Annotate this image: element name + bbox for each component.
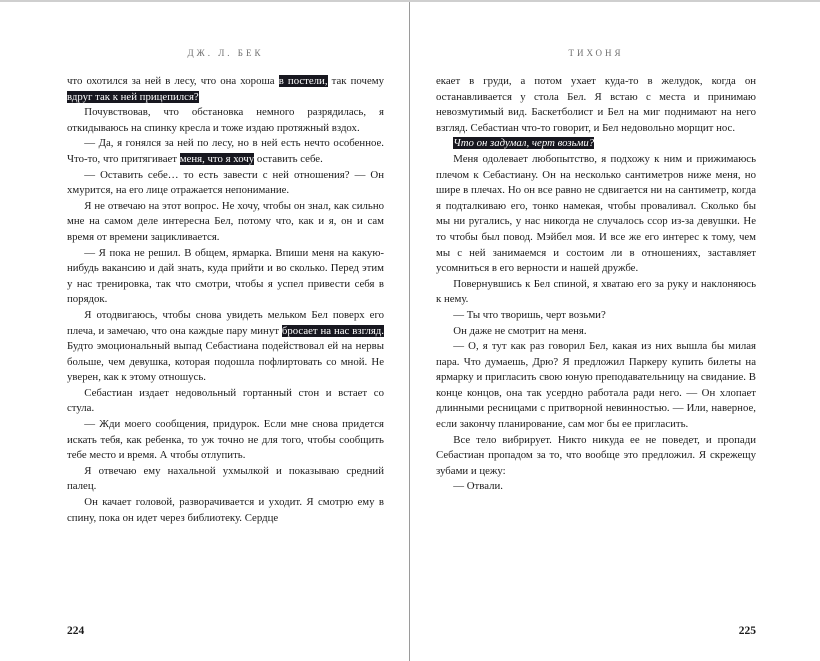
body-text: что охотился за ней в лесу, что она хороша <box>67 75 279 87</box>
left-page <box>0 2 410 659</box>
highlighted-text: меня, что я хочу <box>179 152 255 165</box>
running-header-title: ТИХОНЯ <box>568 48 624 58</box>
paragraph <box>436 277 756 308</box>
paragraph <box>67 246 384 308</box>
body-text: — Жди моего сообщения, придурок. Если мне снова придется искать тебя, как ребенка, то уж точно не для того, чтобы сообщить тебе место и время. А чтобы отлупить. <box>67 418 384 462</box>
body-text: Я не отвечаю на этот вопрос. Не хочу, чтобы он знал, как сильно мне на самом деле интересна Бел, потому что, как и я, он и сам время от времени зацикливается. <box>67 199 384 243</box>
page-number-right: 225 <box>738 625 756 637</box>
paragraph <box>67 168 384 199</box>
right-page <box>410 2 820 659</box>
paragraph <box>436 433 756 480</box>
page-body-left <box>67 74 384 622</box>
highlighted-text: вдруг так к ней прицепился? <box>67 90 199 103</box>
body-text: екает в груди, а потом ухает куда-то в желудок, когда он останавливается у стола Бел. Я встаю с места и принимаю невозмутимый вид. Баскетболист и Бел на миг поднимают на него взгляд. Себастиан что-то говорит, и Бел недовольно морщит нос. <box>436 75 756 134</box>
body-text: — Я пока не решил. В общем, ярмарка. Впиши меня на какую-нибудь вакансию и дай знать, куда прийти и во сколько. Перед этим у нас тренировка, так что смотри, чтобы я успел привести себя в порядок. <box>67 246 384 306</box>
body-text: — Отвали. <box>453 480 503 493</box>
body-text: Повернувшись к Бел спиной, я хватаю его за руку и наклоняюсь к нему. <box>436 277 756 306</box>
paragraph <box>436 136 756 152</box>
body-text: Он даже не смотрит на меня. <box>453 324 587 337</box>
paragraph <box>67 308 384 386</box>
body-text: Меня одолевает любопытство, я подхожу к ним и прижимаюсь плечом к Себастиану. Он на несколько сантиметров ниже меня, но шире в плечах. Но он все равно не сдвигается ни на сантиметр, когда я подталкиваю его, тонко намекая, чтобы проваливал. Сколько бы мы ни ругались, у нас никогда не случалось ссор из-за девушки. Не то чтобы был повод. Мэйбел моя. И все же его интерес к тому, чем мы с ней занимаемся и состоим ли в отношениях, заставляет усомниться в его верности и нашей дружбе. <box>436 152 756 275</box>
body-text: так почему <box>327 75 384 87</box>
body-text: оставить себе. <box>254 152 323 165</box>
body-text: Все тело вибрирует. Никто никуда ее не поведет, и пропади Себастиан пропадом за то, что вообще это предложил. Я скрежещу зубами и цежу: <box>436 433 756 477</box>
paragraph <box>436 479 756 495</box>
paragraph <box>67 417 384 464</box>
page-number-left: 224 <box>67 625 85 637</box>
page-body-right <box>436 74 756 622</box>
paragraph <box>67 464 384 495</box>
paragraph <box>67 136 384 167</box>
body-text: Я отодвигаюсь, чтобы снова увидеть мельком Бел поверх его плеча, и замечаю, что она каждые пару минут <box>67 308 384 337</box>
highlighted-text: в постели, <box>278 75 328 87</box>
paragraph <box>67 105 384 136</box>
paragraph <box>436 308 756 324</box>
running-header-author: ДЖ. Л. БЕК <box>187 48 264 58</box>
body-text: Я отвечаю ему нахальной ухмылкой и показываю средний палец. <box>67 464 384 493</box>
body-text: — Да, я гонялся за ней по лесу, но в ней есть нечто особенное. Что-то, что притягивает <box>67 137 384 165</box>
body-text: — О, я тут как раз говорил Бел, какая из них вышла бы милая пара. Что думаешь, Дрю? Я предложил Паркеру купить билеты на ярмарку и пригласить свою юную преподавательницу на свидание. В конце концов, она так усердно работала ради него. — Он хлопает длинными ресницами с притворной невинностью. — Или, наверное, если закончу планирование, сам мог бы ее пригласить. <box>436 340 756 431</box>
paragraph <box>436 339 756 433</box>
paragraph <box>436 74 756 136</box>
page-divider <box>409 2 410 661</box>
paragraph <box>436 324 756 340</box>
highlighted-text: Что он задумал, черт возьми? <box>453 137 595 150</box>
body-text: — Оставить себе… то есть завести с ней отношения? — Он хмурится, на его лице отражается непонимание. <box>67 168 384 197</box>
paragraph <box>436 152 756 277</box>
body-text: Себастиан издает недовольный гортанный стон и встает со стула. <box>67 386 384 415</box>
highlighted-text: бросает на нас взгляд. <box>281 324 384 337</box>
body-text: Он качает головой, разворачивается и уходит. Я смотрю ему в спину, пока он идет через библиотеку. Сердце <box>67 496 384 524</box>
body-text: — Ты что творишь, черт возьми? <box>453 308 606 321</box>
paragraph <box>67 199 384 246</box>
paragraph <box>67 74 384 105</box>
body-text: Будто эмоциональный выпад Себастиана подействовал ей на нервы больше, чем девушка, которая подошла пофлиртовать со мной. Не уверен, как к этому отношусь. <box>67 340 384 384</box>
paragraph <box>67 495 384 526</box>
body-text: Почувствовав, что обстановка немного разрядилась, я откидываюсь на спинку кресла и тоже издаю протяжный вздох. <box>67 106 384 134</box>
paragraph <box>67 386 384 417</box>
